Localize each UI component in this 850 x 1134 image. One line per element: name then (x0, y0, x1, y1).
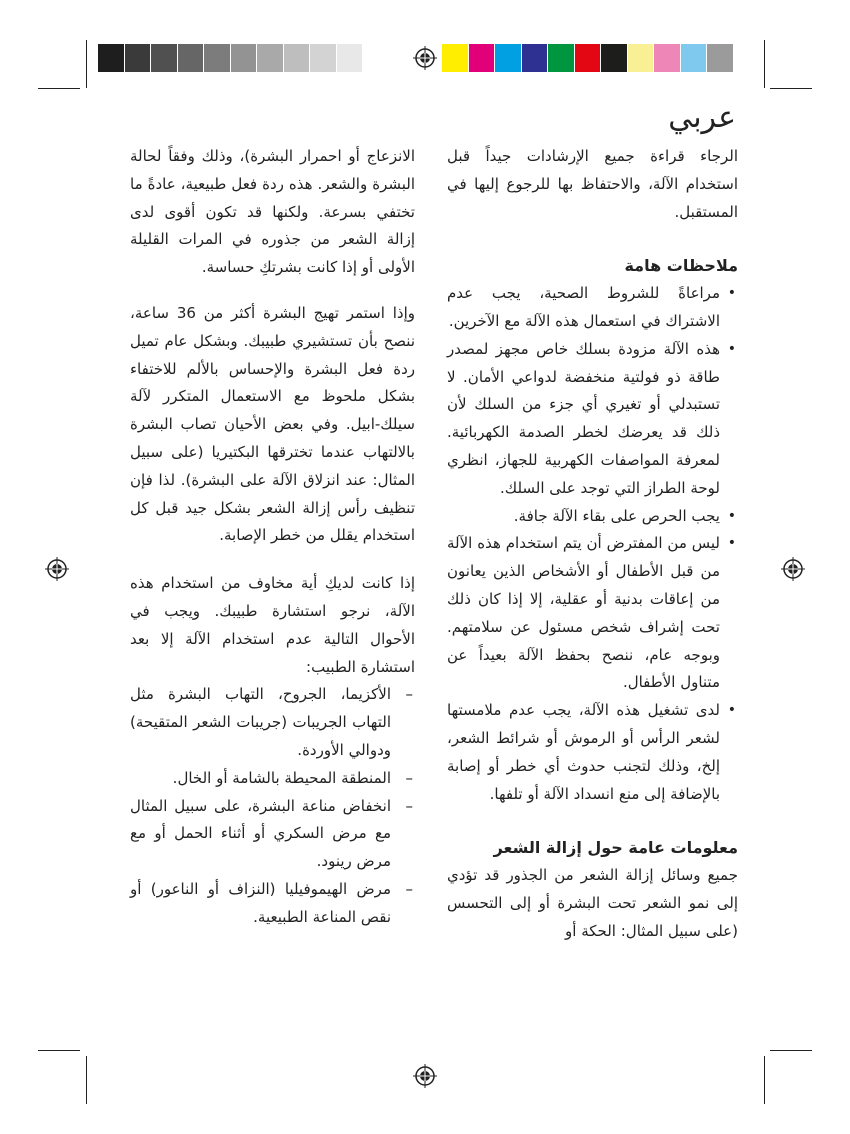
color-swatch (495, 44, 522, 72)
info-heading: معلومات عامة حول إزالة الشعر (493, 838, 738, 858)
crop-mark (764, 1056, 765, 1104)
list-item: • ليس من المفترض أن يتم استخدام هذه الآلة من قبل الأطفال أو الأشخاص الذين يعانون من إعاقات بدنية أو عقلية، إلا إذا كان ذلك تحت إشراف شخص مسئول عن سلامتهم. وبوجه عام، ننصح بحفظ الآلة بعيداً عن متناول الأطفال. (447, 530, 738, 697)
crop-mark (86, 40, 87, 88)
crop-mark (38, 88, 80, 89)
bullet-marker: • (727, 535, 736, 552)
skin-reaction-paragraph: الانزعاج أو احمرار البشرة)، وذلك وفقاً لحالة البشرة والشعر. هذه ردة فعل طبيعية، عادةً ما تختفي بسرعة. ولكنها قد تكون أقوى لدى إزالة الشعر من جذوره في المرات القليلة الأولى أو إذا كانت بشرتكِ حساسة. (130, 147, 415, 277)
irritation-paragraph: وإذا استمر تهيج البشرة أكثر من 36 ساعة، ننصح بأن تستشيري طبيبك. وبشكل عام تميل ردة فعل البشرة والإحساس بالألم للاختفاء بشكل ملحوظ مع الاستعمال المتكرر لآلة سيلك-ابيل. وفي بعض الأحيان تصاب البشرة بالالتهاب عندما تخترقها البكتيريا (على سبيل المثال: عند انزلاق الآلة على البشرة). لذا فإن تنظيف رأس إزالة الشعر بشكل جيد قبل كل استخدام يقلل من خطر الإصابة. (130, 303, 415, 545)
dash-marker: – (405, 796, 413, 815)
doctor-advice-paragraph: إذا كانت لديكِ أية مخاوف من استخدام هذه الآلة، نرجو استشارة طبيبك. ويجب في الأحوال التالية عدم استخدام الآلة إلا بعد استشارة الطبيب: (130, 574, 415, 676)
color-swatch (98, 44, 125, 72)
color-calibration-bar (442, 44, 734, 72)
color-swatch (601, 44, 628, 72)
list-item: – الأكزيما، الجروح، التهاب البشرة مثل التهاب الجريبات (جريبات الشعر المتقيحة) ودوالي الأوردة. (130, 681, 415, 764)
color-swatch (204, 44, 231, 72)
bullet-marker: • (727, 702, 736, 719)
color-swatch (257, 44, 284, 72)
color-swatch (707, 44, 734, 72)
crop-mark (86, 1056, 87, 1104)
color-swatch (681, 44, 708, 72)
color-swatch (178, 44, 205, 72)
color-swatch (575, 44, 602, 72)
registration-mark-icon (413, 46, 437, 70)
list-item: • هذه الآلة مزودة بسلك خاص مجهز لمصدر طاقة ذو فولتية منخفضة لدواعي الأمان. لا تستبدلي أو تغيري أي جزء من السلك لأن ذلك قد يعرضك لخطر الصدمة الكهربائية. لمعرفة المواصفات الكهربية للجهاز، انظري لوحة الطراز التي توجد على السلك. (447, 336, 738, 503)
color-swatch (125, 44, 152, 72)
right-column (447, 143, 738, 946)
dash-marker: – (405, 685, 413, 704)
list-item: – مرض الهيموفيليا (النزاف أو الناعور) أو نقص المناعة الطبيعية. (130, 876, 415, 932)
color-swatch (151, 44, 178, 72)
left-column (130, 143, 415, 932)
crop-mark (770, 1050, 812, 1051)
registration-mark-icon (781, 557, 805, 581)
color-swatch (337, 44, 364, 72)
color-swatch (284, 44, 311, 72)
list-item: – انخفاض مناعة البشرة، على سبيل المثال مع مرض السكري أو أثناء الحمل أو مع مرض رينود. (130, 793, 415, 876)
conditions-list (130, 681, 415, 931)
color-swatch (469, 44, 496, 72)
bullet-marker: • (727, 340, 736, 357)
color-swatch (442, 44, 469, 72)
dash-marker: – (405, 768, 413, 787)
bullet-marker: • (727, 507, 736, 524)
dash-marker: – (405, 879, 413, 898)
color-swatch (548, 44, 575, 72)
list-item: • لدى تشغيل هذه الآلة، يجب عدم ملامستها لشعر الرأس أو الرموش أو شرائط الشعر، إلخ، وذلك لتجنب حدوث أي خطر أو إصابة بالإضافة إلى منع انسداد الآلة أو تلفها. (447, 697, 738, 808)
registration-mark-icon (45, 557, 69, 581)
crop-mark (764, 40, 765, 88)
intro-paragraph: الرجاء قراءة جميع الإرشادات جيداً قبل استخدام الآلة، والاحتفاظ بها للرجوع إليها في المستقبل. (447, 147, 738, 221)
color-swatch (310, 44, 337, 72)
list-item: – المنطقة المحيطة بالشامة أو الخال. (130, 765, 415, 793)
notes-list (447, 280, 738, 808)
color-swatch (231, 44, 258, 72)
grayscale-calibration-bar (98, 44, 363, 72)
color-swatch (628, 44, 655, 72)
list-item: • مراعاةً للشروط الصحية، يجب عدم الاشتراك في استعمال هذه الآلة مع الآخرين. (447, 280, 738, 336)
notes-heading: ملاحظات هامة (624, 256, 738, 276)
list-item: • يجب الحرص على بقاء الآلة جافة. (447, 503, 738, 531)
info-paragraph: جميع وسائل إزالة الشعر من الجذور قد تؤدي إلى نمو الشعر تحت البشرة أو إلى التحسس (على سبيل المثال: الحكة أو (447, 866, 738, 940)
registration-mark-icon (413, 1064, 437, 1088)
crop-mark (38, 1050, 80, 1051)
color-swatch (522, 44, 549, 72)
page-title: عربي (668, 100, 736, 135)
crop-mark (770, 88, 812, 89)
bullet-marker: • (727, 285, 736, 302)
color-swatch (654, 44, 681, 72)
